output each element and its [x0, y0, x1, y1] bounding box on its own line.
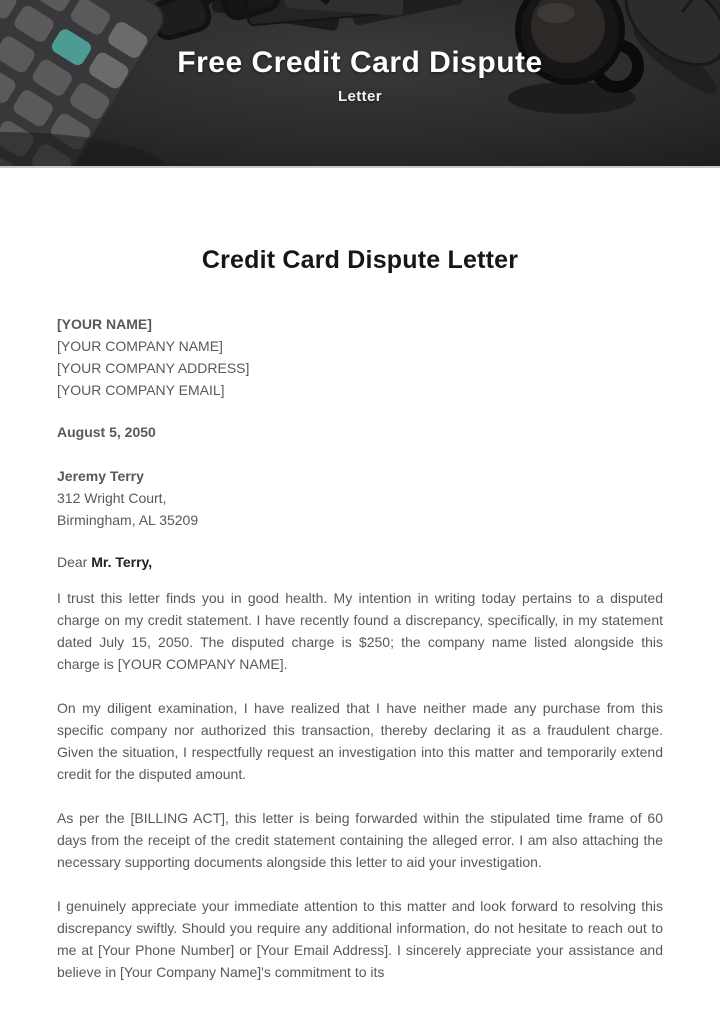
recipient-block — [57, 465, 663, 531]
recipient-address-line2: Birmingham, AL 35209 — [57, 512, 199, 528]
paragraph-3: As per the [BILLING ACT], this letter is being forwarded within the stipulated time frame of 60 days from the receipt of the credit statement containing the alleged error. I am also attaching the necessary supporting documents alongside this letter to aid your investigation. — [57, 810, 663, 870]
paragraph-2: On my diligent examination, I have realized that I have neither made any purchase from this specific company nor authorized this transaction, thereby declaring it as a fraudulent charge. Given the situation, I respectfully request an investigation into this matter and temporarily extend credit for the disputed amount. — [57, 700, 663, 782]
header-banner — [0, 0, 720, 168]
sender-name: [YOUR NAME] — [57, 316, 152, 332]
salutation — [57, 551, 663, 573]
document-title: Credit Card Dispute Letter — [201, 246, 519, 274]
paragraph-1: I trust this letter finds you in good health. My intention in writing today pertains to a disputed charge on my credit statement. I have recently found a discrepancy, specifically, in my statement dated July 15, 2050. The disputed charge is $250; the company name listed alongside this charge is [YOUR COMPANY NAME]. — [57, 590, 663, 672]
banner-text — [0, 0, 720, 105]
banner-subtitle: Letter — [337, 88, 383, 105]
letter-document — [0, 168, 720, 983]
sender-company-name: [YOUR COMPANY NAME] — [57, 338, 223, 354]
banner-title: Free Credit Card Dispute — [177, 46, 543, 79]
sender-company-address: [YOUR COMPANY ADDRESS] — [57, 360, 250, 376]
salutation-prefix: Dear — [57, 554, 92, 570]
paragraph-4: I genuinely appreciate your immediate attention to this matter and look forward to resolving this discrepancy swiftly. Should you require any additional information, do not hesitate to reach out to me at [Your Phone Number] or [Your Email Address]. I sincerely appreciate your assistance and believe in [Your Company Name]'s commitment to its — [57, 898, 663, 980]
recipient-name: Jeremy Terry — [57, 468, 144, 484]
salutation-recipient: Mr. Terry, — [91, 554, 153, 570]
sender-block — [57, 313, 663, 401]
recipient-address-line1: 312 Wright Court, — [57, 490, 167, 506]
sender-company-email: [YOUR COMPANY EMAIL] — [57, 382, 225, 398]
letter-date: August 5, 2050 — [57, 424, 156, 440]
